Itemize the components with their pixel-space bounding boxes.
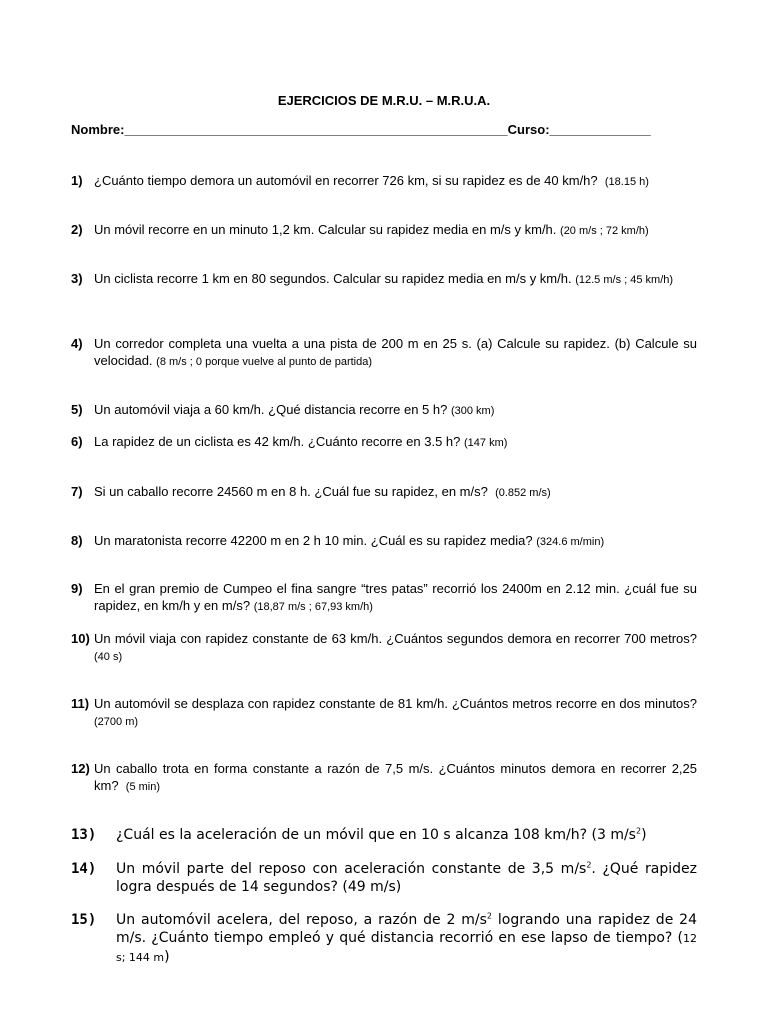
exercise-3 [71, 270, 697, 289]
exercise-number: 2) [71, 222, 83, 237]
exercise-text-end: ) [164, 949, 170, 965]
exercise-number: 3) [71, 271, 83, 286]
exercise-number: 9) [71, 581, 83, 596]
exercise-answer: (20 m/s ; 72 km/h) [560, 225, 649, 237]
exercise-2 [71, 221, 697, 240]
exercise-8 [71, 532, 697, 551]
exercise-9 [71, 580, 697, 616]
exercise-answer: (0.852 m/s) [495, 487, 551, 499]
exercise-number: 1) [71, 173, 83, 188]
exercise-number: 5) [71, 402, 83, 417]
exercise-1 [71, 172, 697, 191]
exercise-6 [71, 433, 697, 452]
exercise-number: 4) [71, 336, 83, 351]
exercise-text: Un maratonista recorre 42200 m en 2 h 10 min. ¿Cuál es su rapidez media? [94, 533, 533, 548]
exercise-text: Un caballo trota en forma constante a razón de 7,5 m/s. ¿Cuántos minutos demora en recorrer 2,25 km? [94, 761, 697, 793]
exercise-number: 13) [71, 827, 97, 843]
exercise-number: 6) [71, 434, 83, 449]
exercise-answer: (2700 m) [94, 716, 139, 728]
exercise-text: Un automóvil acelera, del reposo, a razón de 2 m/s [116, 912, 487, 928]
exercise-number: 10) [71, 631, 90, 646]
exercise-number: 15) [71, 912, 97, 928]
exercise-answer: (8 m/s ; 0 porque vuelve al punto de partida) [156, 356, 373, 368]
exercise-text: Un automóvil se desplaza con rapidez constante de 81 km/h. ¿Cuántos metros recorre en dos minutos? [94, 696, 697, 711]
exercise-answer: (324.6 m/min) [536, 536, 605, 548]
exercise-14 [71, 860, 697, 896]
exercise-4 [71, 335, 697, 371]
exercise-text: Un móvil parte del reposo con aceleración constante de 3,5 m/s [116, 861, 587, 877]
exercise-answer: (12.5 m/s ; 45 km/h) [575, 274, 674, 286]
exercise-text: Un móvil recorre en un minuto 1,2 km. Calcular su rapidez media en m/s y km/h. [94, 222, 557, 237]
exercise-10 [71, 630, 697, 666]
exercise-7 [71, 483, 697, 502]
exercise-answer: (300 km) [450, 405, 495, 417]
exercise-text: Un ciclista recorre 1 km en 80 segundos. Calcular su rapidez media en m/s y km/h. [94, 271, 572, 286]
exercise-12 [71, 760, 697, 796]
exercise-answer: (40 s) [94, 651, 123, 663]
exponent: 2 [586, 860, 592, 870]
name-course-line: Nombre:_____________________________________________________Curso:______________ [71, 122, 651, 137]
exercise-13 [71, 826, 697, 844]
exercise-answer: (5 min) [125, 781, 161, 793]
exercise-text: En el gran premio de Cumpeo el fina sangre “tres patas” recorrió los 2400m en 2.12 min. ¿cuál fue su rapidez, en km/h y en m/s? [94, 581, 697, 613]
exercise-text: ¿Cuánto tiempo demora un automóvil en recorrer 726 km, si su rapidez es de 40 km/h? [94, 173, 598, 188]
exercise-text-end: . ¿Qué rapidez logra después de 14 segundos? (49 m/s) [116, 861, 697, 895]
document-title: EJERCICIOS DE M.R.U. – M.R.U.A. [277, 93, 491, 108]
exercise-text: Un automóvil viaja a 60 km/h. ¿Qué distancia recorre en 5 h? [94, 402, 448, 417]
exercise-number: 14) [71, 861, 97, 877]
exercise-text-mid: logrando una rapidez de 24 m/s. ¿Cuánto tiempo empleó y qué distancia recorrió en ese lapso de tiempo? ( [116, 912, 697, 946]
exercise-answer: 12 s; 144 m [116, 932, 697, 964]
exercise-15 [71, 911, 697, 967]
exercise-5 [71, 401, 697, 420]
exercise-text: La rapidez de un ciclista es 42 km/h. ¿Cuánto recorre en 3.5 h? [94, 434, 461, 449]
exponent: 2 [486, 911, 493, 921]
exercise-text: ¿Cuál es la aceleración de un móvil que en 10 s alcanza 108 km/h? (3 m/s [116, 827, 636, 843]
exercise-number: 7) [71, 484, 83, 499]
exponent: 2 [635, 826, 642, 836]
exercise-number: 8) [71, 533, 83, 548]
exercise-number: 12) [71, 761, 90, 776]
exercise-answer: (18,87 m/s ; 67,93 km/h) [253, 601, 373, 613]
exercise-answer: (147 km) [464, 437, 508, 449]
exercise-text: Un corredor completa una vuelta a una pista de 200 m en 25 s. (a) Calcule su rapidez. (b) Calcule su velocidad. [94, 336, 697, 368]
exercise-text: Un móvil viaja con rapidez constante de 63 km/h. ¿Cuántos segundos demora en recorrer 700 metros? [94, 631, 697, 646]
exercise-number: 11) [71, 696, 90, 711]
exercise-text-end: ) [641, 827, 647, 843]
exercise-text: Si un caballo recorre 24560 m en 8 h. ¿Cuál fue su rapidez, en m/s? [94, 484, 488, 499]
exercise-11 [71, 695, 697, 731]
exercise-answer: (18.15 h) [604, 176, 649, 188]
